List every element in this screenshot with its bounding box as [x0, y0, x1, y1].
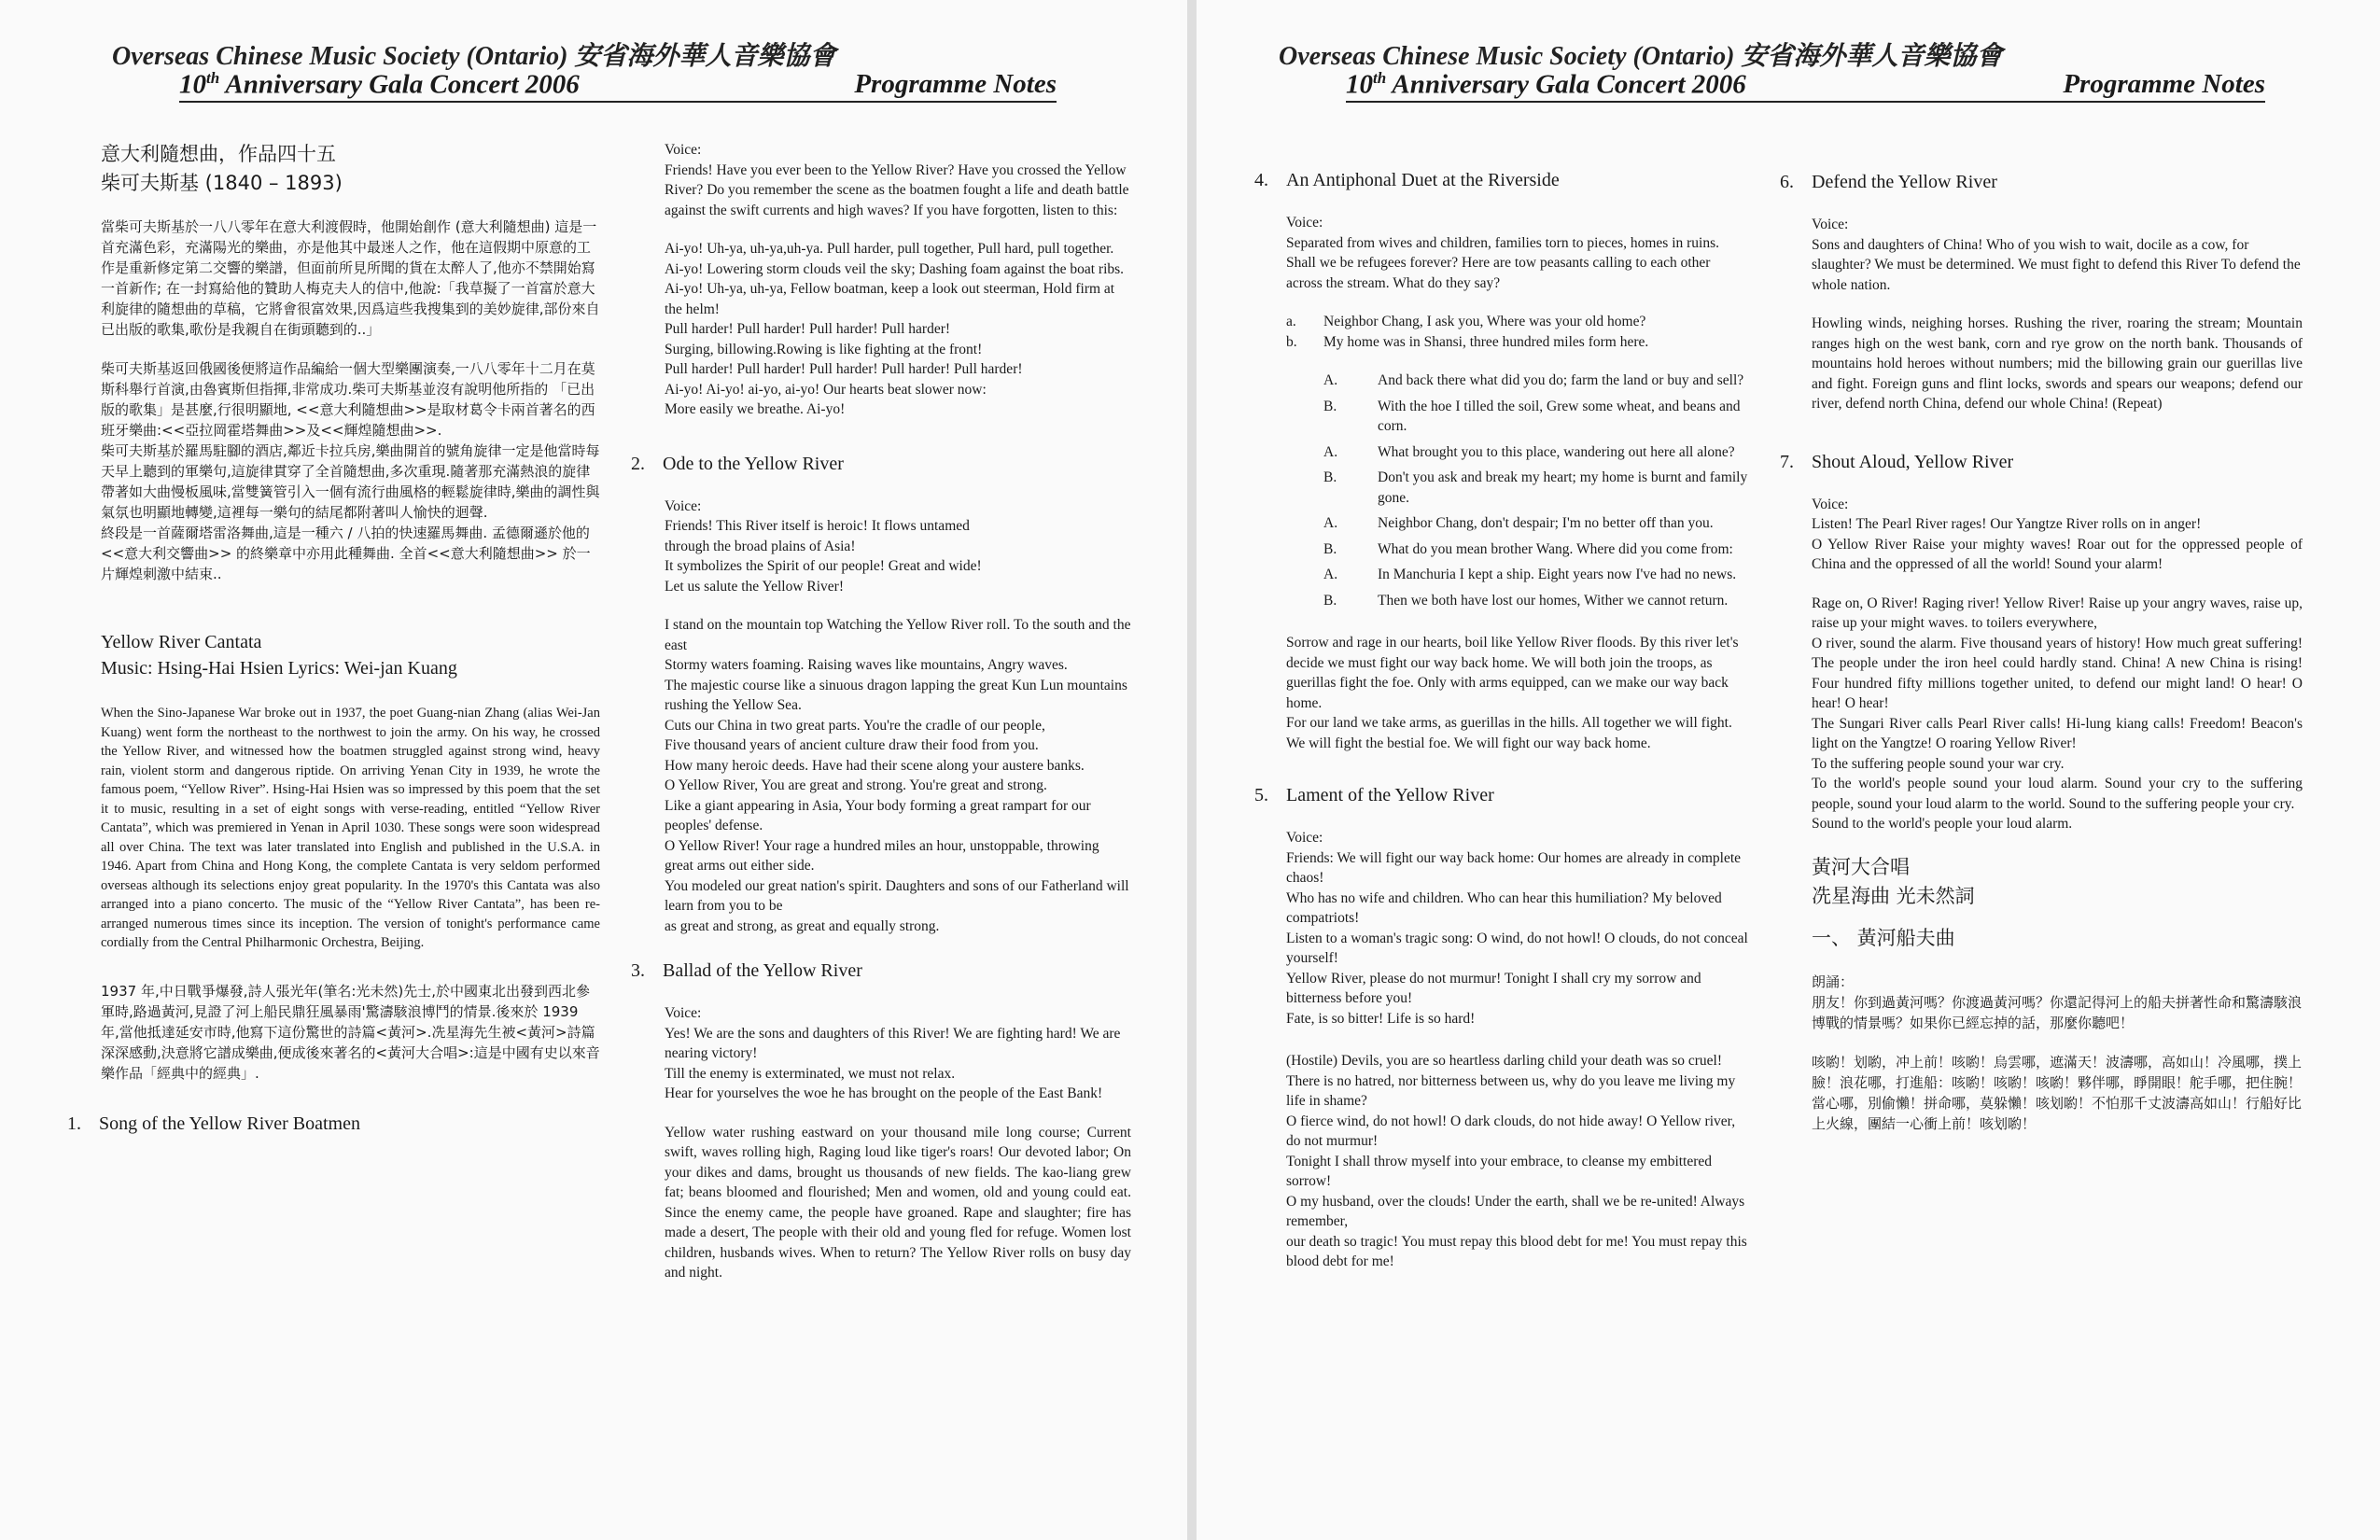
duet-ab-lines — [1286, 312, 1749, 352]
text-line: Ai-yo! Uh-ya, uh-ya,uh-ya. Pull harder, pull together, Pull hard, pull together. — [665, 241, 1114, 257]
section-4-heading — [1254, 168, 1749, 192]
zh-chant: 咳喲！划喲，冲上前！咳喲！烏雲哪，遮滿天！波濤哪，高如山！冷風哪，撲上臉！浪花哪，打進船：咳喲！咳喲！咳喲！夥伴哪，睜開眼！舵手哪，把住腕！當心哪，別偷懶！拼命哪，莫躲懶！咳划喲！不怕那千丈波濤高如山！行船好比上火線，團結一心衝上前！咳划喲！ — [1812, 1053, 2303, 1132]
section-7-heading — [1780, 450, 2303, 474]
page-left — [0, 0, 1187, 1540]
text-line: Like a giant appearing in Asia, Your body forming a great rampart for our peoples' defense. — [665, 797, 1091, 833]
voice-label: Voice: — [665, 497, 702, 514]
text-line: You modeled our great nation's spirit. Daughters and sons of our Fatherland will learn from you to be — [665, 877, 1129, 914]
dialog-line — [1286, 332, 1749, 353]
header-subtitle — [1346, 69, 2265, 103]
shout-verse — [1812, 514, 2303, 575]
text-line: Hear for yourselves the woe he has brought on the people of the East Bank! — [665, 1085, 1103, 1101]
capriccio-paragraph: 柴可夫斯基於羅馬駐腳的酒店,鄰近卡拉兵房,樂曲開首的號角旋律一定是他當時每天早上聽到的軍樂句,這旋律貫穿了全首隨想曲,多次重現.隨著那充滿熱浪的旋律帶著如大曲慢板風味,當雙簧管引入一個有流行曲風格的輕鬆旋律時,樂曲的調性與氣氛也明顯地轉變,這裡每一樂句的結尾都附著叫人愉快的迴聲. — [101, 442, 600, 521]
duet-intro: Separated from wives and children, families torn to pieces, homes in ruins. Shall we be refugees forever? Here are tow peasants calling to each other across the stream. What do they say? — [1286, 234, 1720, 291]
concert-number: 10 — [1346, 69, 1373, 100]
text-line: The majestic course like a sinuous dragon lapping the great Kun Lun mountains rushing the Yellow Sea. — [665, 677, 1127, 713]
capriccio-paragraph: 終段是一首薩爾塔雷洛舞曲,這是一種六 / 八拍的快速羅馬舞曲. 孟德爾遜於他的 <<意大利交響曲>> 的終樂章中亦用此種舞曲. 全首<<意大利隨想曲>> 於一片輝煌刺激中結束.. — [101, 525, 591, 582]
speaker-label: A. — [1323, 567, 1338, 582]
text-line: More easily we breathe. Ai-yo! — [665, 401, 846, 417]
section-2-heading — [631, 452, 1131, 476]
section-number: 7. — [1780, 451, 1794, 472]
dialog-line — [1323, 468, 1749, 508]
section-number: 5. — [1254, 785, 1268, 805]
voice-label: Voice: — [665, 1005, 702, 1021]
concert-sup: th — [206, 69, 220, 87]
speaker-label: A. — [1323, 443, 1338, 460]
ode-body — [665, 615, 1131, 936]
dialog-line — [1286, 312, 1749, 332]
capriccio-paragraph: 柴可夫斯基返回俄國後便將這作品編給一個大型樂團演奏,一八八零年十二月在莫斯科舉行首演,由魯賓斯但指揮,非常成功.柴可夫斯基並沒有說明他所指的 「已出版的歌集」是甚麼,行很明顯地, <<意大利隨想曲>>是取材葛令卡兩首著名的西班牙樂曲:<<亞拉岡霍塔舞曲>>及<<輝煌隨想曲>>. — [101, 360, 595, 439]
text-line: Cuts our China in two great parts. You're the cradle of our people, — [665, 717, 1045, 734]
section-number: 1. — [67, 1113, 81, 1134]
text-line: O Yellow River, You are great and strong. You're great and strong. — [665, 777, 1047, 793]
text-line: Sorrow and rage in our hearts, boil like Yellow River floods. By this river let's decide we must fight our way back home. We will both join the troops, as guerillas fight the foe. Only with arms equipped, can we make our way back home. — [1286, 635, 1739, 711]
section-title: Defend the Yellow River — [1812, 172, 1997, 192]
text-line: Listen to a woman's tragic song: O wind, do not howl! O clouds, do not conceal yourself! — [1286, 930, 1748, 966]
speaker-label: B. — [1323, 469, 1337, 485]
lament-verse — [1286, 848, 1749, 1029]
concert-name: Anniversary Gala Concert 2006 — [219, 69, 580, 100]
dialog-text: Neighbor Chang, don't despair; I'm no better off than you. — [1378, 515, 1714, 531]
left-column-2 — [631, 140, 1131, 1302]
text-line: Till the enemy is exterminated, we must not relax. — [665, 1065, 956, 1082]
cantata-credits: Music: Hsing-Hai Hsien Lyrics: Wei-jan Kuang — [101, 658, 457, 679]
voice-label: Voice: — [1812, 217, 1849, 232]
text-line: Pull harder! Pull harder! Pull harder! Pull harder! Pull harder! — [665, 361, 1023, 377]
dialog-text: Don't you ask and break my heart; my home is burnt and family gone. — [1378, 469, 1748, 506]
duet-body — [1286, 213, 1749, 753]
text-line: Tonight I shall throw myself into your embrace, to cleanse my embittered sorrow! — [1286, 1153, 1713, 1189]
section-title: An Antiphonal Duet at the Riverside — [1286, 170, 1560, 190]
text-line: Listen! The Pearl River rages! Our Yangtze River rolls on in anger! — [1812, 516, 2202, 532]
text-line: Let us salute the Yellow River! — [665, 578, 845, 595]
section-number: 4. — [1254, 170, 1268, 190]
boatmen-intro: Friends! Have you ever been to the Yellow River? Have you crossed the Yellow River? Do you remember the scene as the boatmen fought a life and death battle against the swift currents and high waves? If you have forgotten, listen to this: — [665, 161, 1129, 218]
zh-cantata-title: 黃河大合唱 — [1812, 855, 1910, 878]
text-line: O fierce wind, do not howl! O dark clouds, do not hide away! O Yellow river, do not murmur! — [1286, 1113, 1736, 1149]
zh-cantata-credits: 冼星海曲 光未然詞 — [1812, 884, 1975, 907]
ballad-intro — [665, 1024, 1131, 1104]
concert-title — [179, 69, 580, 101]
text-line: Yellow River, please do not murmur! Tonight I shall cry my sorrow and bitterness before you! — [1286, 970, 1701, 1006]
defend-verse-2: Howling winds, neighing horses. Rushing the river, roaring the stream; Mountain ranges high on the west bank, corn and rye grow on the north bank. Thousands of mountains hold heroes without numbers; mid the billowing grain our guerillas live and fight. Foreign guns and flint locks, swords and spears our weapons; defend our river, defend north China, defend our whole China! (Repeat) — [1812, 315, 2303, 412]
text-line: To the suffering people sound your war cry. — [1812, 755, 2065, 772]
dialog-text: What brought you to this place, wandering out here all alone? — [1378, 443, 1735, 460]
text-line: How many heroic deeds. Have had their scene along your austere banks. — [665, 757, 1085, 774]
dialog-line — [1323, 513, 1749, 534]
text-line: Stormy waters foaming. Raising waves like mountains, Angry waves. — [665, 657, 1068, 673]
voice-label: Voice: — [1286, 215, 1323, 231]
text-line: I stand on the mountain top Watching the Yellow River roll. To the south and the east — [665, 617, 1131, 653]
cantata-chinese-notes: 1937 年,中日戰爭爆發,詩人張光年(筆名:光未然)先士,於中國東北出發到西北參軍時,路過黃河,見證了河上船民鼎狂風暴雨'驚濤駭浪博鬥的情景.後來於 1939 年,當他抵達延安市時,他寫下這份驚世的詩篇<黃河>.冼星海先生被<黃河>詩篇深深感動,決意將它譜成樂曲,便成後來著名的<黃河大合唱>:這是中國有史以來音樂作品「經典中的經典」. — [101, 982, 600, 1082]
text-line: The Sungari River calls Pearl River calls! Hi-lung kiang calls! Freedom! Beacon's light on the Yangtze! O roaring Yellow River! — [1812, 715, 2303, 751]
dialog-text: Then we both have lost our homes, Wither we cannot return. — [1378, 592, 1729, 609]
dialog-line — [1323, 397, 1749, 437]
shout-verse-2 — [1812, 594, 2303, 834]
section-number: 2. — [631, 453, 645, 474]
text-line: Yes! We are the sons and daughters of this River! We are fighting hard! We are nearing victory! — [665, 1025, 1121, 1061]
text-line: Pull harder! Pull harder! Pull harder! Pull harder! — [665, 321, 951, 337]
right-column-1 — [1254, 159, 1749, 1291]
text-line: Ai-yo! Ai-yo! ai-yo, ai-yo! Our hearts beat slower now: — [665, 381, 987, 398]
section-title: Song of the Yellow River Boatmen — [99, 1113, 360, 1134]
defend-body — [1812, 215, 2303, 414]
text-line: Surging, billowing.Rowing is like fighting at the front! — [665, 341, 983, 357]
text-line: Rage on, O River! Raging river! Yellow River! Raise up your angry waves, raise up, raise up your might waves. to toilers everywhere, — [1812, 595, 2303, 631]
text-line: Friends: We will fight our way back home: Our homes are already in complete chaos! — [1286, 849, 1742, 886]
voice-label: Voice: — [665, 142, 702, 158]
duet-ending — [1286, 633, 1749, 753]
ode-intro — [665, 516, 1131, 596]
section-number: 6. — [1780, 172, 1794, 192]
speaker-label: b. — [1286, 333, 1297, 350]
section-3-heading — [631, 959, 1131, 983]
lament-verse-2 — [1286, 1051, 1749, 1272]
left-column-1 — [67, 140, 600, 1156]
zh-section-heading: 一、 黃河船夫曲 — [1812, 926, 1955, 949]
shout-body — [1812, 495, 2303, 1134]
header-subtitle — [179, 69, 1057, 103]
cantata-heading — [101, 629, 600, 681]
programme-notes-label: Programme Notes — [854, 69, 1057, 99]
text-line: Sound to the world's people your loud alarm. — [1812, 816, 2073, 832]
dialog-line — [1323, 371, 1749, 391]
zh-cantata-heading — [1812, 853, 2303, 911]
capriccio-heading — [101, 140, 600, 198]
text-line: (Hostile) Devils, you are so heartless darling child your death was so cruel! — [1286, 1053, 1723, 1069]
dialog-text: With the hoe I tilled the soil, Grew some wheat, and beans and corn. — [1378, 398, 1741, 434]
dialog-line — [1323, 591, 1749, 611]
organization-name: Overseas Chinese Music Society (Ontario) 安省海外華人音樂協會 — [1279, 42, 2003, 71]
page-right — [1197, 0, 2380, 1540]
speaker-label: a. — [1286, 314, 1296, 329]
dialog-text: Neighbor Chang, I ask you, Where was your old home? — [1323, 314, 1646, 329]
capriccio-composer: 柴可夫斯基 (1840 – 1893) — [101, 172, 343, 194]
text-line: Ai-yo! Lowering storm clouds veil the sky; Dashing foam against the boat ribs. — [665, 260, 1125, 277]
text-line: O my husband, over the clouds! Under the earth, shall we be re-united! Always remember, — [1286, 1193, 1745, 1229]
duet-AB-lines — [1323, 371, 1749, 610]
concert-title — [1346, 69, 1746, 101]
text-line: our death so tragic! You must repay this blood debt for me! You must repay this blood debt for me! — [1286, 1233, 1747, 1269]
right-column-2 — [1780, 161, 2303, 1153]
programme-notes-label: Programme Notes — [2063, 69, 2265, 99]
text-line: For our land we take arms, as guerillas in the hills. All together we will fight. We will fight the bestial foe. We will fight our way back home. — [1286, 715, 1732, 751]
text-line: Friends! This River itself is heroic! It flows untamed — [665, 518, 970, 534]
text-line: It symbolizes the Spirit of our people! Great and wide! — [665, 558, 982, 574]
page-gutter — [1187, 0, 1197, 1540]
dialog-line — [1323, 565, 1749, 585]
speaker-label: A. — [1323, 515, 1338, 531]
section-title: Ballad of the Yellow River — [663, 960, 862, 981]
dialog-line — [1323, 442, 1749, 463]
section-6-heading — [1780, 170, 2303, 194]
text-line: O river, sound the alarm. Five thousand years of history! How much great suffering! The people under the iron heel could hardly stand. China! A new China is rising! Four hundred fifty millions together united, to defend our might land! O hear! O hear! O hear! — [1812, 635, 2303, 711]
section-title: Lament of the Yellow River — [1286, 785, 1494, 805]
text-line: O Yellow River Raise your mighty waves! Roar out for the oppressed people of China and the oppressed of all the world! Sound your alarm! — [1812, 536, 2303, 572]
dialog-text: In Manchuria I kept a ship. Eight years now I've had no news. — [1378, 567, 1737, 582]
dialog-text: My home was in Shansi, three hundred miles form here. — [1323, 333, 1649, 350]
organization-name: Overseas Chinese Music Society (Ontario) 安省海外華人音樂協會 — [112, 42, 836, 71]
speaker-label: B. — [1323, 398, 1337, 414]
concert-name: Anniversary Gala Concert 2006 — [1386, 69, 1746, 100]
dialog-line — [1323, 539, 1749, 560]
text-line: as great and strong, as great and equally strong. — [665, 917, 940, 934]
zh-voice-label: 朗誦： — [1812, 973, 1855, 990]
concert-sup: th — [1373, 69, 1387, 87]
concert-number: 10 — [179, 69, 206, 100]
dialog-text: And back there what did you do; farm the land or buy and sell? — [1378, 372, 1744, 388]
zh-intro: 朋友！你到過黃河嗎？你渡過黃河嗎？你還記得河上的船夫拼著性命和驚濤駭浪博戰的情景嗎？如果你已經忘掉的話，那麼你聽吧！ — [1812, 993, 2303, 1031]
cantata-english-notes: When the Sino-Japanese War broke out in 1937, the poet Guang-nian Zhang (alias Wei-Jan Kuang) went form the northeast to the northwest to join the army. On his way, he crossed the Yellow River, and witnessed how the boatmen struggled against strong wind, heavy rain, violent storm and dangerous riptide. On arriving Yenan City in 1939, he wrote the famous poem, “Yellow River”. Hsing-Hai Hsien was so impressed by this poem that the set it to music, resulting in a set of eight songs with verse-reading, entitled “Yellow River Cantata”, which was premiered in Yenan in April 1030. These songs were soon widespread all over China. The text was later translated into English and published in the U.S.A. in 1946. Apart from China and Hong Kong, the complete Cantata is very seldom performed overseas although its selections enjoy great popularity. In the 1970's this Cantata was also arranged into a piano concerto. The music of the “Yellow River Cantata”, has been re-arranged numerous times since its inception. The version of tonight's performance came cordially from the Central Philharmonic Orchestra, Beijing. — [101, 706, 600, 950]
cantata-title: Yellow River Cantata — [101, 632, 262, 652]
speaker-label: B. — [1323, 540, 1337, 557]
speaker-label: B. — [1323, 592, 1337, 609]
text-line: Ai-yo! Uh-ya, uh-ya, Fellow boatman, keep a look out steerman, Hold firm at the helm! — [665, 281, 1115, 317]
capriccio-title: 意大利隨想曲，作品四十五 — [101, 143, 336, 165]
capriccio-paragraph: 當柴可夫斯基於一八八零年在意大利渡假時，他開始創作 (意大利隨想曲) 這是一首充滿色彩，充滿陽光的樂曲，亦是他其中最迷人之作，他在這假期中原意的工作是重新修定第二交響的樂譜，但面前所見所聞的貨在太醉人了,他亦不禁開始寫一首新作; 在一封寫給他的贊助人梅克夫人的信中,他說:「我草擬了一首富於意大利旋律的隨想曲的草稿，它將會很富效果,因爲這些我搜集到的美妙旋律,部份來自已出版的歌集,歌份是我親自在街頭聽到的..」 — [101, 218, 600, 338]
dialog-text: What do you mean brother Wang. Where did you come from: — [1378, 540, 1733, 557]
section-5-heading — [1254, 783, 1749, 807]
lament-body — [1286, 828, 1749, 1272]
voice-label: Voice: — [1812, 496, 1849, 512]
text-line: O Yellow River! Your rage a hundred miles an hour, unstoppable, throwing great arms out either side. — [665, 837, 1099, 874]
text-line: To the world's people sound your loud alarm. Sound your cry to the suffering people, sound your loud alarm to the world. Sound to the suffering people your cry. — [1812, 776, 2303, 812]
section-1-heading — [67, 1112, 600, 1136]
section-number: 3. — [631, 960, 645, 981]
defend-verse: Sons and daughters of China! Who of you wish to wait, docile as a cow, for slaughter? We must be determined. We must fight to defend this River To defend the whole nation. — [1812, 236, 2301, 293]
text-line: There is no hatred, nor bitterness between us, why do you leave me living my life in shame? — [1286, 1072, 1736, 1109]
section-title: Shout Aloud, Yellow River — [1812, 451, 2014, 472]
boatmen-chant — [665, 239, 1131, 420]
text-line: Five thousand years of ancient culture draw their food from you. — [665, 737, 1039, 753]
speaker-label: A. — [1323, 372, 1338, 388]
text-line: Who has no wife and children. Who can hear this humiliation? My beloved compatriots! — [1286, 889, 1722, 926]
text-line: Fate, is so bitter! Life is so hard! — [1286, 1010, 1476, 1027]
section-title: Ode to the Yellow River — [663, 453, 844, 474]
text-line: through the broad plains of Asia! — [665, 538, 856, 554]
voice-label: Voice: — [1286, 830, 1323, 846]
ballad-body: Yellow water rushing eastward on your thousand mile long course; Current swift, waves rolling high, Raging loud like tiger's roars! Our devoted labor; On your dikes and dams, brought us thousands of new fields. The kao-liang grew fat; beans bloomed and flourished; Men and women, old and young could eat. Since the enemy came, the people have groaned. Rape and slaughter; fire has made a desert, The people with their old and young fled for refuge. Women lost children, husbands wives. When to return? The Yellow River rolls on busy day and night. — [665, 1124, 1131, 1281]
